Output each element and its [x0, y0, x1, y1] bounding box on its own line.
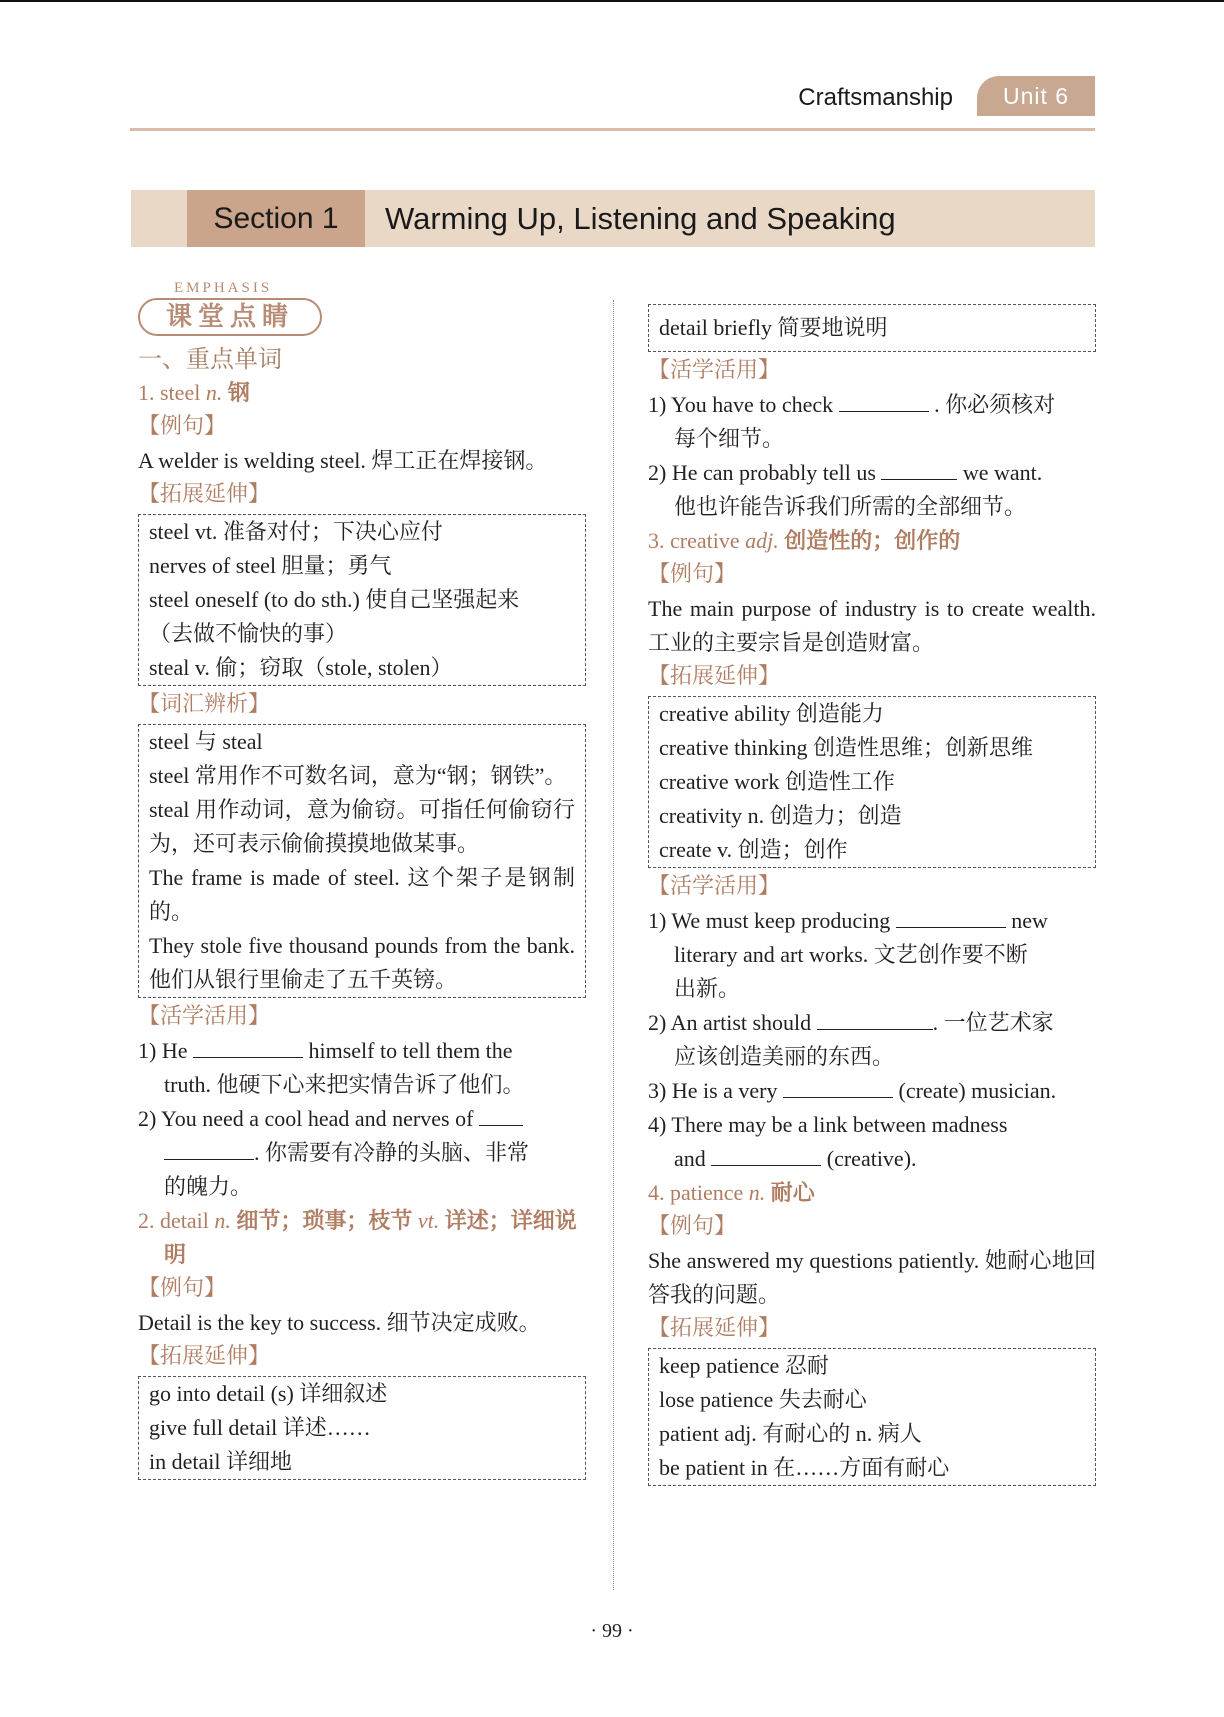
entry-head: 2. detail — [138, 1208, 209, 1233]
practice-text: 他也许能告诉我们所需的全部细节。 — [674, 494, 1027, 519]
ext-line: in detail 详细地 — [149, 1449, 292, 1474]
entry-pos: n. — [748, 1180, 766, 1205]
practice-text: 1) He — [138, 1038, 188, 1063]
answer-blank[interactable] — [896, 905, 1006, 928]
page-header — [130, 76, 1095, 130]
practice-text: 的魄力。 — [164, 1174, 253, 1199]
emphasis-label: EMPHASIS — [174, 280, 273, 296]
column-divider — [613, 300, 614, 1590]
entry-meaning: 耐心 — [770, 1180, 815, 1205]
practice-text: and — [674, 1146, 706, 1171]
unit-badge: Unit 6 — [977, 76, 1095, 116]
practice-text: 2) An artist should — [648, 1010, 812, 1035]
tag-example: 【例句】 — [138, 414, 227, 439]
right-column — [648, 280, 1096, 1488]
entry-pos: adj. — [745, 528, 779, 553]
example-sentence: A welder is welding steel. 焊工正在焊接钢。 — [138, 448, 548, 473]
practice-text: we want. — [962, 460, 1043, 485]
entry-meaning: 细节；琐事；枝节 — [236, 1208, 413, 1233]
ext-line: creativity n. 创造力；创造 — [659, 803, 902, 828]
practice-item — [648, 1006, 1096, 1040]
practice-text: truth. 他硬下心来把实情告诉了他们。 — [164, 1072, 525, 1097]
ext-line: （去做不愉快的事） — [149, 621, 348, 646]
practice-text: (create) musician. — [898, 1078, 1057, 1103]
answer-blank[interactable] — [881, 457, 957, 480]
practice-text: . 一位艺术家 — [932, 1010, 1054, 1035]
practice-item — [138, 1136, 586, 1170]
extension-box — [648, 696, 1096, 868]
word-entry-detail — [138, 1204, 586, 1272]
ext-line: lose patience 失去耐心 — [659, 1387, 867, 1412]
entry-pos: n. — [214, 1208, 231, 1233]
entry-head: 3. creative — [648, 528, 740, 553]
practice-text: (creative). — [826, 1146, 917, 1171]
tag-example: 【例句】 — [648, 1214, 737, 1239]
section-number: Section 1 — [187, 190, 365, 247]
practice-item — [138, 1102, 586, 1136]
emphasis-badge: 课堂点睛 — [138, 298, 322, 336]
ext-line: patient adj. 有耐心的 n. 病人 — [659, 1421, 922, 1446]
ext-line: create v. 创造；创作 — [659, 837, 848, 862]
answer-blank[interactable] — [164, 1137, 254, 1160]
practice-item — [648, 904, 1096, 938]
ext-line: nerves of steel 胆量；勇气 — [149, 553, 392, 578]
entry-meaning: 创造性的；创作的 — [784, 528, 961, 553]
ext-line: detail briefly 简要地说明 — [659, 315, 888, 340]
extension-box — [648, 304, 1096, 352]
ext-line: go into detail (s) 详细叙述 — [149, 1381, 388, 1406]
part-heading: 一、重点单词 — [138, 345, 282, 373]
left-column — [138, 280, 586, 1482]
example-sentence: She answered my questions patiently. 她耐心地回答我的问题。 — [648, 1248, 1096, 1307]
practice-text: 出新。 — [674, 976, 741, 1001]
practice-item — [648, 388, 1096, 422]
extension-box — [138, 1376, 586, 1480]
entry-meaning: 钢 — [227, 380, 250, 405]
example-sentence: The main purpose of industry is to create wealth. 工业的主要宗旨是创造财富。 — [648, 596, 1096, 655]
vocab-box — [138, 724, 586, 998]
practice-text: 应该创造美丽的东西。 — [674, 1044, 895, 1069]
practice-text: 每个细节。 — [674, 426, 785, 451]
tag-example: 【例句】 — [648, 562, 737, 587]
answer-blank[interactable] — [783, 1075, 893, 1098]
practice-item — [648, 1074, 1096, 1108]
entry-meaning: 详述；详细说明 — [164, 1208, 577, 1267]
word-entry-steel — [138, 376, 586, 410]
practice-item — [648, 1142, 1096, 1176]
header-rule — [130, 128, 1095, 131]
answer-blank[interactable] — [839, 389, 929, 412]
page-number: · 99 · — [590, 1620, 634, 1642]
ext-line: keep patience 忍耐 — [659, 1353, 829, 1378]
practice-text: 2) He can probably tell us — [648, 460, 876, 485]
tag-practice: 【活学活用】 — [648, 874, 781, 899]
ext-line: creative thinking 创造性思维；创新思维 — [659, 735, 1033, 760]
practice-text: . 你需要有冷静的头脑、非常 — [254, 1140, 530, 1165]
entry-pos: n. — [205, 380, 223, 405]
practice-item — [138, 1034, 586, 1068]
entry-pos: vt. — [417, 1208, 440, 1233]
tag-vocab: 【词汇辨析】 — [138, 692, 271, 717]
section-banner — [131, 190, 1095, 247]
answer-blank[interactable] — [479, 1103, 523, 1126]
tag-extend: 【拓展延伸】 — [138, 482, 271, 507]
tag-extend: 【拓展延伸】 — [648, 664, 781, 689]
ext-line: steal v. 偷；窃取（stole, stolen） — [149, 655, 453, 680]
vocab-line: steel 常用作不可数名词，意为“钢；钢铁”。 — [149, 763, 567, 788]
extension-box — [138, 514, 586, 686]
answer-blank[interactable] — [817, 1007, 933, 1030]
word-entry-creative — [648, 524, 1096, 558]
practice-text: 3) He is a very — [648, 1078, 778, 1103]
ext-line: creative ability 创造能力 — [659, 701, 884, 726]
section-title: Warming Up, Listening and Speaking — [385, 201, 896, 236]
practice-text: 4) There may be a link between madness — [648, 1112, 1008, 1137]
practice-item — [648, 456, 1096, 490]
example-sentence: Detail is the key to success. 细节决定成败。 — [138, 1310, 541, 1335]
practice-text: himself to tell them the — [308, 1038, 513, 1063]
answer-blank[interactable] — [193, 1035, 303, 1058]
tag-extend: 【拓展延伸】 — [138, 1344, 271, 1369]
tag-extend: 【拓展延伸】 — [648, 1316, 781, 1341]
answer-blank[interactable] — [711, 1143, 821, 1166]
book-title: Craftsmanship — [798, 84, 953, 111]
ext-line: steel oneself (to do sth.) 使自己坚强起来 — [149, 587, 520, 612]
entry-head: 4. patience — [648, 1180, 744, 1205]
vocab-line: steal 用作动词，意为偷窃。可指任何偷窃行为，还可表示偷偷摸摸地做某事。 — [149, 797, 575, 856]
practice-text: literary and art works. 文艺创作要不断 — [674, 942, 1028, 967]
entry-head: 1. steel — [138, 380, 201, 405]
practice-text: new — [1011, 908, 1048, 933]
extension-box — [648, 1348, 1096, 1486]
ext-line: be patient in 在……方面有耐心 — [659, 1455, 950, 1480]
ext-line: steel vt. 准备对付；下决心应付 — [149, 519, 443, 544]
practice-text: 2) You need a cool head and nerves of — [138, 1106, 474, 1131]
practice-text: 1) We must keep producing — [648, 908, 891, 933]
word-entry-patience — [648, 1176, 1096, 1210]
tag-practice: 【活学活用】 — [648, 358, 781, 383]
tag-example: 【例句】 — [138, 1276, 227, 1301]
ext-line: give full detail 详述…… — [149, 1415, 371, 1440]
vocab-line: steel 与 steal — [149, 729, 263, 754]
ext-line: creative work 创造性工作 — [659, 769, 895, 794]
tag-practice: 【活学活用】 — [138, 1004, 271, 1029]
top-border — [0, 0, 1224, 2]
vocab-line: The frame is made of steel. 这个架子是钢制的。 — [149, 865, 575, 924]
practice-text: 1) You have to check — [648, 392, 834, 417]
practice-text: . 你必须核对 — [934, 392, 1056, 417]
vocab-line: They stole five thousand pounds from the bank. 他们从银行里偷走了五千英镑。 — [149, 933, 575, 992]
